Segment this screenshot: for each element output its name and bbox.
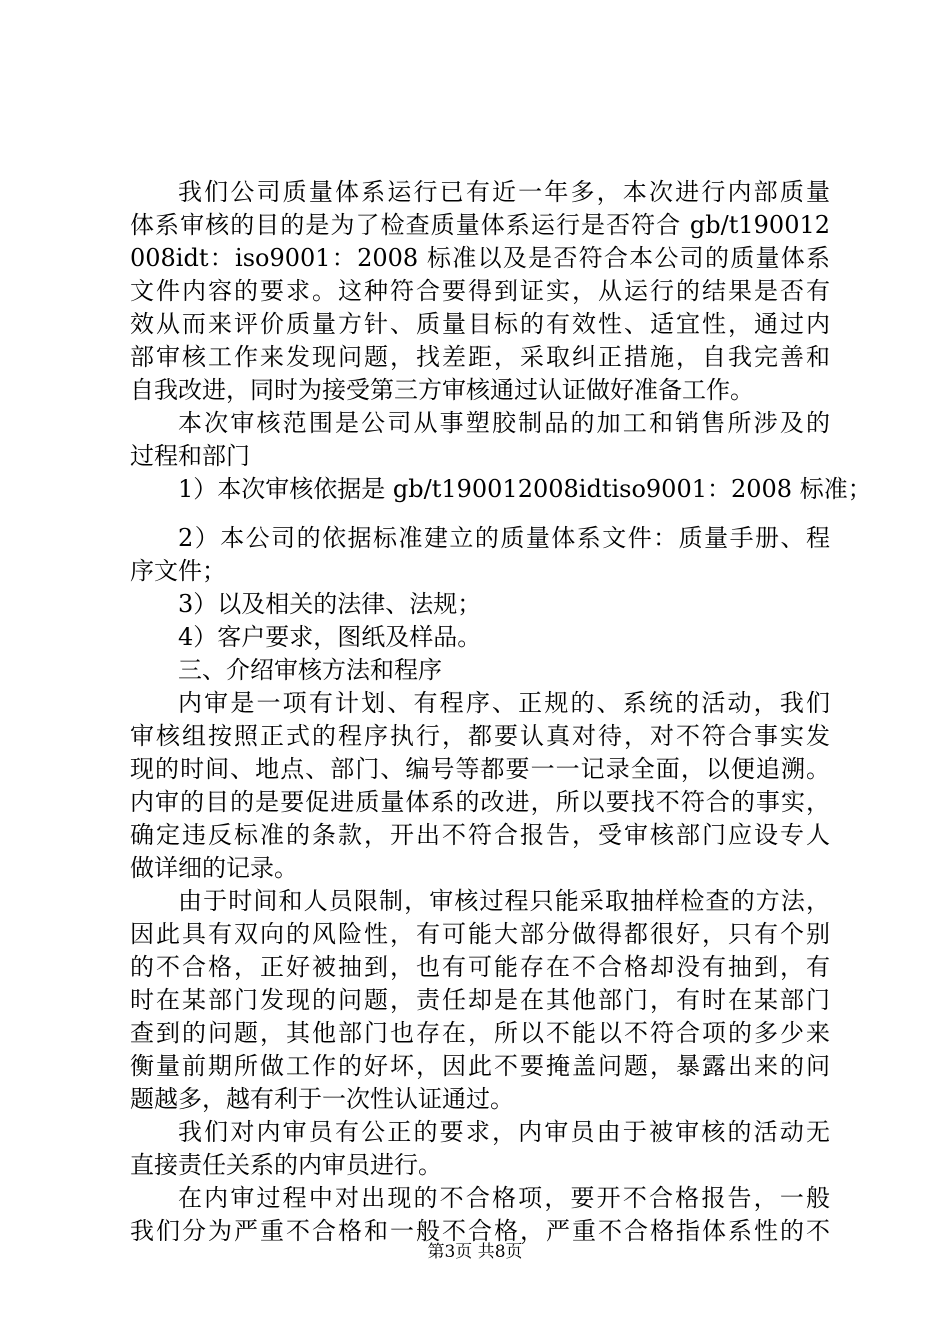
text-line: 效从而来评价质量方针、质量目标的有效性、适宜性，通过内 bbox=[130, 310, 830, 338]
text-line: 的不合格，正好被抽到，也有可能存在不合格却没有抽到，有 bbox=[130, 953, 830, 981]
text-line: 内审是一项有计划、有程序、正规的、系统的活动，我们 bbox=[178, 689, 830, 717]
text-line: 确定违反标准的条款，开出不符合报告，受审核部门应设专人 bbox=[130, 821, 830, 849]
text-line: 做详细的记录。 bbox=[130, 854, 298, 882]
page-number-footer: 第3页 共8页 bbox=[427, 1242, 523, 1262]
text-line: 直接责任关系的内审员进行。 bbox=[130, 1151, 442, 1179]
text-line: 我们分为严重不合格和一般不合格，严重不合格指体系性的不 bbox=[130, 1217, 830, 1245]
list-item: 2）本公司的依据标准建立的质量体系文件：质量手册、程 bbox=[178, 524, 830, 552]
text-line: 008idt：iso9001：2008 标准以及是否符合本公司的质量体系 bbox=[130, 244, 830, 272]
text-line: 由于时间和人员限制，审核过程只能采取抽样检查的方法， bbox=[178, 887, 830, 915]
text-line: 内审的目的是要促进质量体系的改进，所以要找不符合的事实， bbox=[130, 788, 830, 816]
text-line: 我们公司质量体系运行已有近一年多，本次进行内部质量 bbox=[178, 178, 830, 206]
text-line: 现的时间、地点、部门、编号等都要一一记录全面，以便追溯。 bbox=[130, 755, 830, 783]
list-item: 1）本次审核依据是 gb/t190012008idtiso9001：2008 标准； bbox=[178, 475, 872, 503]
text-line: 我们对内审员有公正的要求，内审员由于被审核的活动无 bbox=[178, 1118, 830, 1146]
text-line: 题越多，越有利于一次性认证通过。 bbox=[130, 1085, 514, 1113]
text-line: 查到的问题，其他部门也存在，所以不能以不符合项的多少来 bbox=[130, 1019, 830, 1047]
text-line: 序文件； bbox=[130, 557, 226, 585]
text-line: 本次审核范围是公司从事塑胶制品的加工和销售所涉及的 bbox=[178, 409, 830, 437]
text-line: 衡量前期所做工作的好坏，因此不要掩盖问题，暴露出来的问 bbox=[130, 1052, 830, 1080]
text-line: 过程和部门 bbox=[130, 442, 250, 470]
list-item: 4）客户要求，图纸及样品。 bbox=[178, 623, 482, 651]
text-line: 因此具有双向的风险性，有可能大部分做得都很好，只有个别 bbox=[130, 920, 830, 948]
text-line: 部审核工作来发现问题，找差距，采取纠正措施，自我完善和 bbox=[130, 343, 830, 371]
text-line: 时在某部门发现的问题，责任却是在其他部门，有时在某部门 bbox=[130, 986, 830, 1014]
text-line: 自我改进，同时为接受第三方审核通过认证做好准备工作。 bbox=[130, 376, 754, 404]
text-line: 在内审过程中对出现的不合格项，要开不合格报告，一般 bbox=[178, 1184, 830, 1212]
section-heading: 三、介绍审核方法和程序 bbox=[178, 656, 442, 684]
text-line: 体系审核的目的是为了检查质量体系运行是否符合 gb/t190012 bbox=[130, 211, 830, 239]
text-line: 文件内容的要求。这种符合要得到证实，从运行的结果是否有 bbox=[130, 277, 830, 305]
list-item: 3）以及相关的法律、法规； bbox=[178, 590, 482, 618]
text-line: 审核组按照正式的程序执行，都要认真对待，对不符合事实发 bbox=[130, 722, 830, 750]
